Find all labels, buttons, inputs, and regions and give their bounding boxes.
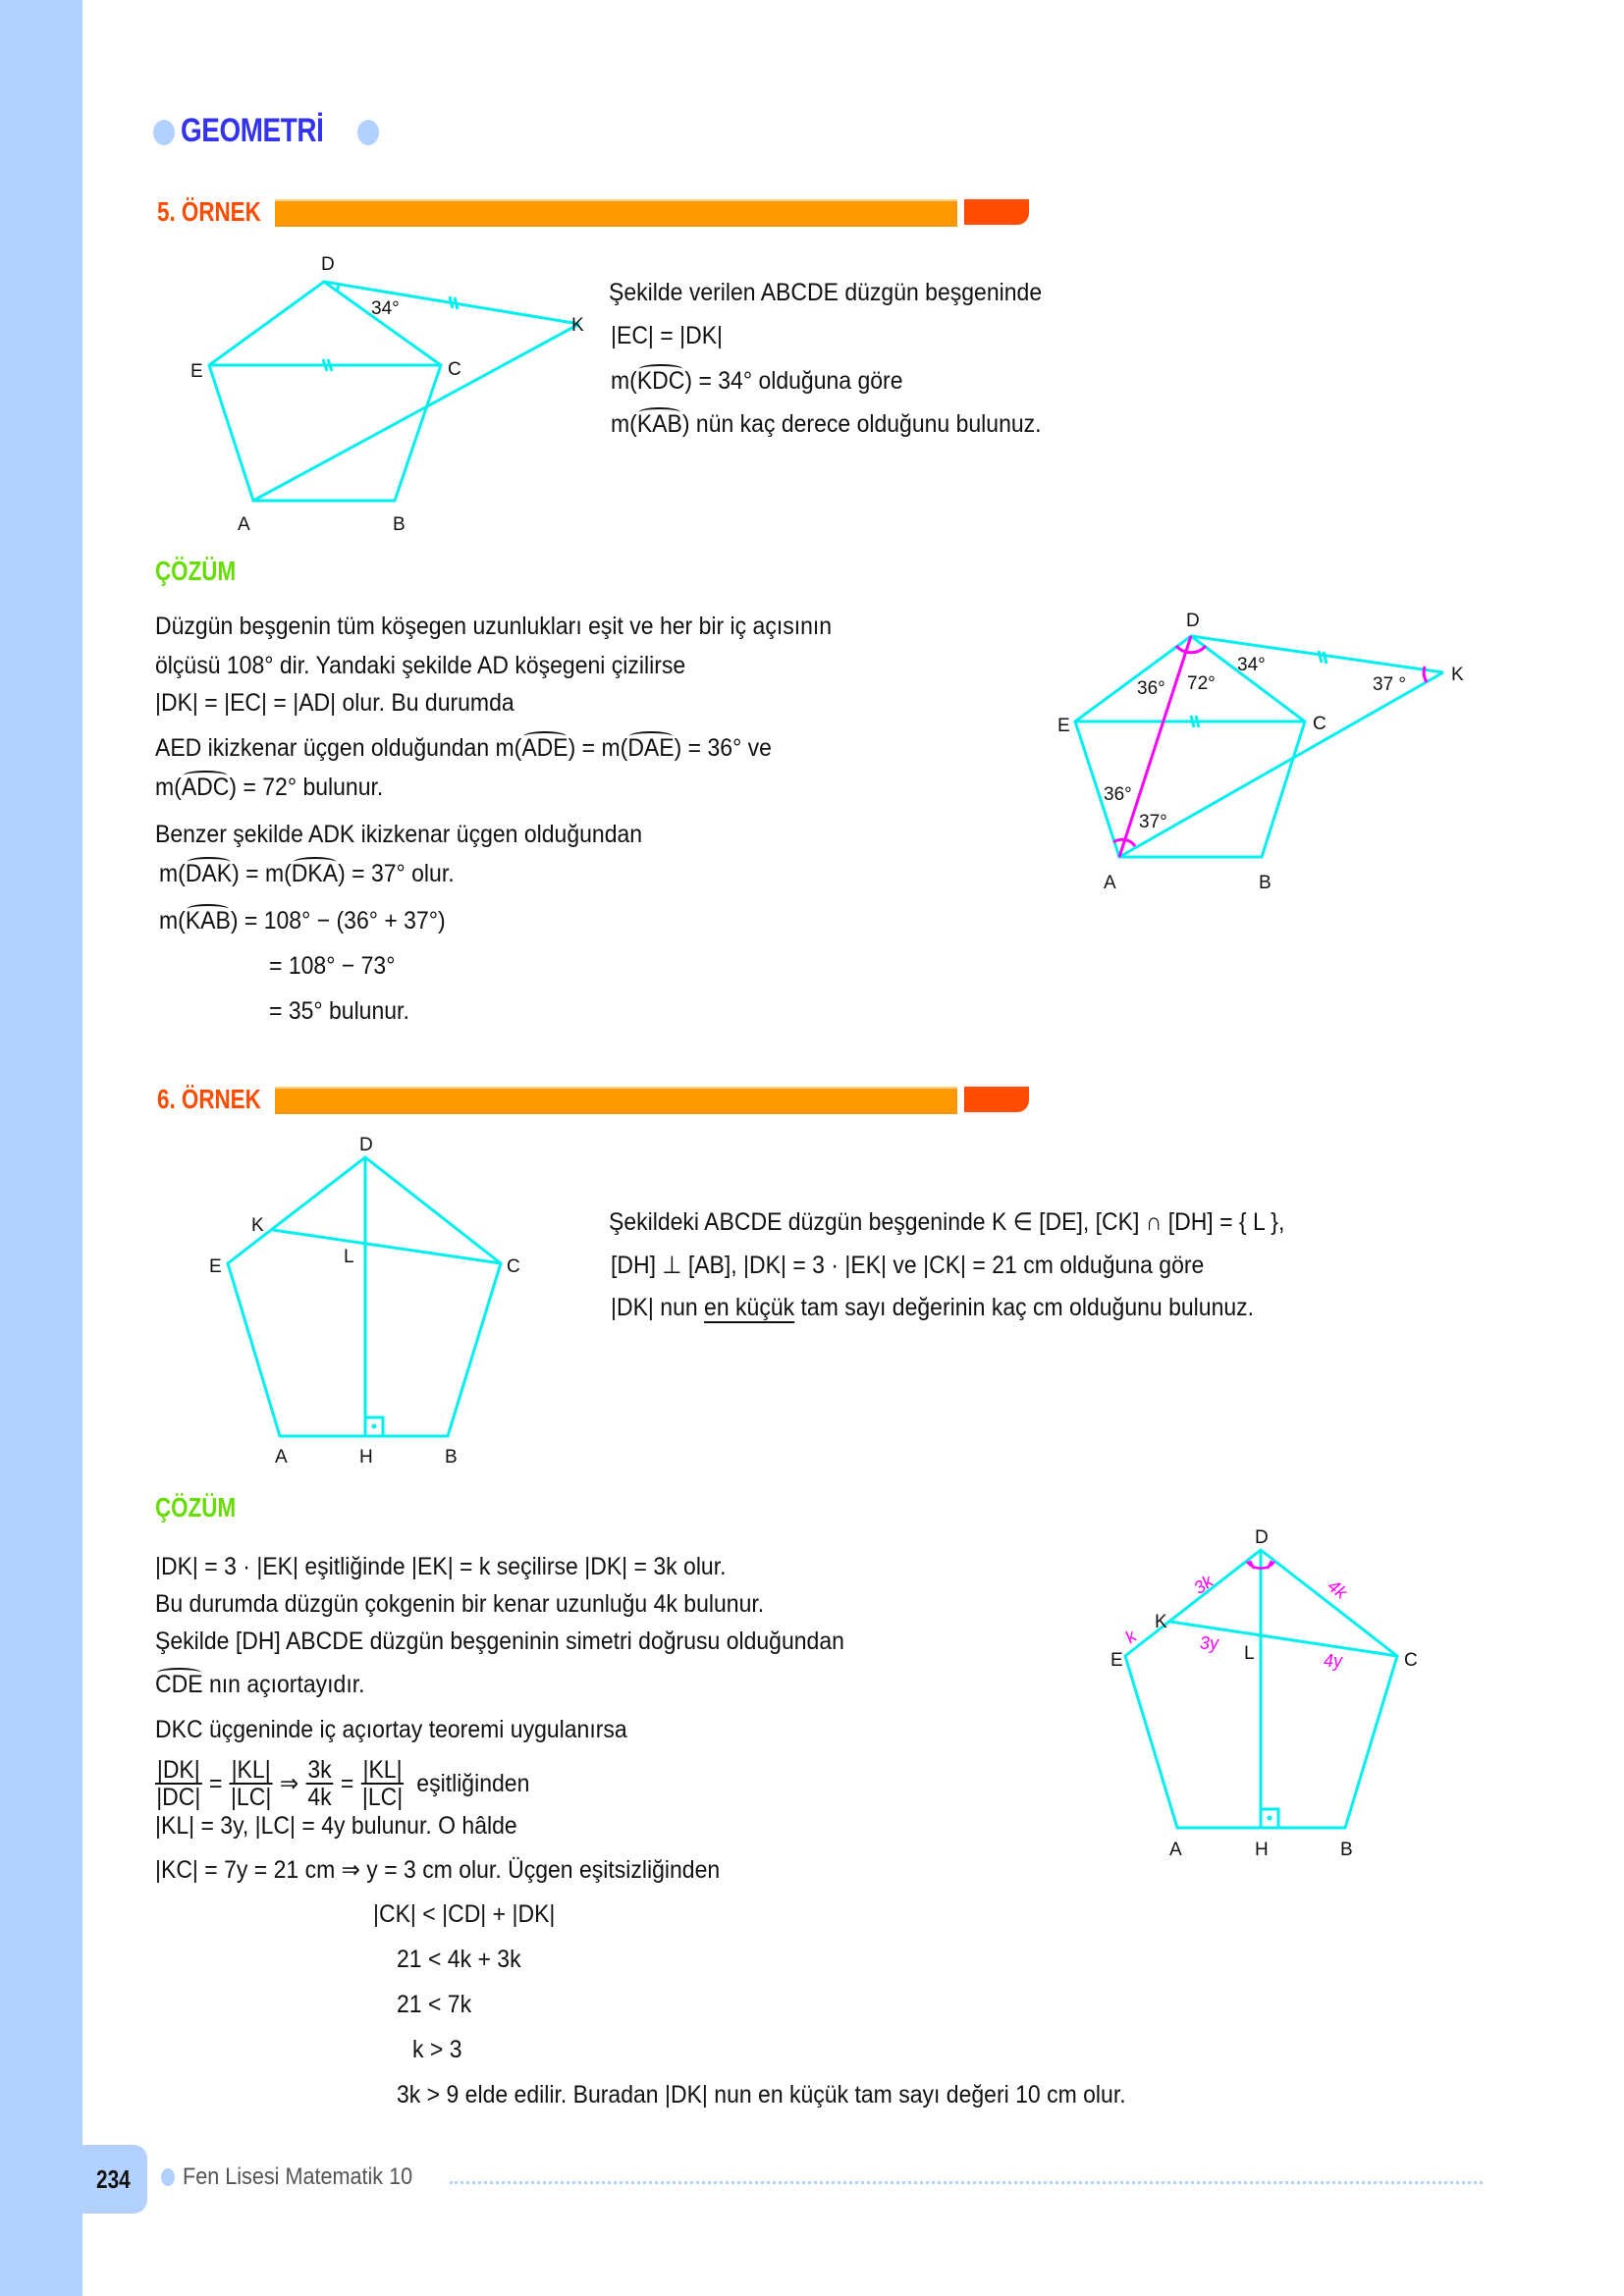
solution-6-line-9: |CK| < |CD| + |DK| (373, 1900, 556, 1928)
svg-text:D: D (1186, 611, 1200, 631)
svg-text:E: E (209, 1256, 222, 1277)
solution-6-line-1: |DK| = 3 · |EK| eşitliğinde |EK| = k seçilirse |DK| = 3k olur. (155, 1553, 727, 1580)
solution-5-line-6: Benzer şekilde ADK ikizkenar üçgen olduğundan (155, 821, 643, 848)
page-section-title: GEOMETRİ (181, 112, 324, 149)
example-5-title: 5. ÖRNEK (157, 196, 261, 227)
solution-6-line-10: 21 < 4k + 3k (397, 1946, 521, 1973)
svg-text:D: D (359, 1135, 373, 1155)
solution-5-line-10: = 35° bulunur. (269, 997, 409, 1025)
svg-text:72°: 72° (1187, 673, 1216, 694)
svg-text:L: L (1244, 1643, 1255, 1664)
svg-text:3y: 3y (1200, 1633, 1219, 1653)
svg-text:36°: 36° (1104, 784, 1132, 805)
svg-text:A: A (275, 1447, 288, 1468)
example-6-solution-title: ÇÖZÜM (155, 1492, 237, 1522)
fig1-label-e: E (190, 361, 203, 382)
example-5-problem-line-3: m(KDC) = 34° olduğuna göre (611, 367, 903, 395)
svg-text:B: B (1259, 873, 1272, 893)
example-5-problem-line-2: |EC| = |DK| (611, 322, 724, 349)
svg-text:4y: 4y (1324, 1651, 1343, 1671)
example-6-problem-line-1: Şekildeki ABCDE düzgün beşgeninde K ∈ [DE], [CK] ∩ [DH] = { L }, (609, 1208, 1285, 1236)
example-6-problem-line-2: [DH] ⊥ [AB], |DK| = 3 · |EK| ve |CK| = 21 cm olduğuna göre (611, 1252, 1205, 1279)
svg-text:C: C (1404, 1650, 1418, 1671)
solution-5-line-4: AED ikizkenar üçgen olduğundan m(ADE) = m(DAE) = 36° ve (155, 734, 772, 762)
svg-text:4k: 4k (1324, 1575, 1351, 1603)
example-6-title: 6. ÖRNEK (157, 1084, 261, 1114)
solution-5-line-5: m(ADC) = 72° bulunur. (155, 774, 384, 801)
svg-text:B: B (445, 1447, 458, 1468)
book-title: Fen Lisesi Matematik 10 (183, 2163, 413, 2190)
solution-5-line-1: Düzgün beşgenin tüm köşegen uzunlukları eşit ve her bir iç açısının (155, 613, 833, 640)
solution-6-line-8: |KC| = 7y = 21 cm ⇒ y = 3 cm olur. Üçgen eşitsizliğinden (155, 1856, 721, 1884)
fig1-label-k: K (571, 315, 584, 336)
svg-text:H: H (1255, 1840, 1269, 1860)
solution-5-line-7: m(DAK) = m(DKA) = 37° olur. (159, 860, 455, 887)
example-5-solution-title: ÇÖZÜM (155, 556, 237, 586)
svg-text:E: E (1057, 716, 1070, 736)
example-5-problem-line-1: Şekilde verilen ABCDE düzgün beşgeninde (609, 279, 1043, 306)
svg-text:E: E (1110, 1650, 1123, 1671)
footer-dot-icon (161, 2168, 175, 2186)
svg-text:D: D (1255, 1527, 1269, 1548)
solution-6-line-4: CDE nın açıortayıdır. (155, 1671, 365, 1698)
solution-5-line-3: |DK| = |EC| = |AD| olur. Bu durumda (155, 689, 514, 717)
svg-text:C: C (507, 1256, 520, 1277)
solution-6-line-12: k > 3 (412, 2036, 462, 2063)
example-6-problem-line-3: |DK| nun en küçük tam sayı değerinin kaç cm olduğunu bulunuz. (611, 1294, 1255, 1321)
solution-6-line-13: 3k > 9 elde edilir. Buradan |DK| nun en küçük tam sayı değeri 10 cm olur. (397, 2081, 1126, 2109)
svg-text:B: B (1340, 1840, 1353, 1860)
fig1-label-d: D (321, 254, 335, 275)
solution-6-line-2: Bu durumda düzgün çokgenin bir kenar uzunluğu 4k bulunur. (155, 1590, 765, 1618)
svg-text:L: L (344, 1247, 354, 1267)
solution-5-line-8: m(KAB) = 108° − (36° + 37°) (159, 907, 446, 934)
solution-6-fraction-equation: $\frac{|DK|}{|DC|}$ = $\frac{|KL|}{|LC|}$ ⇒ $\frac{3k}{4k}$ = $\frac{|KL|}{|LC|}$ eşitliğinden (156, 1756, 530, 1812)
svg-text:K: K (1451, 665, 1464, 685)
example-5-problem-line-4: m(KAB) nün kaç derece olduğunu bulunuz. (611, 410, 1042, 438)
solution-6-line-5: DKC üçgeninde iç açıortay teoremi uygulanırsa (155, 1716, 627, 1743)
svg-text:K: K (1155, 1612, 1167, 1632)
fig1-angle-kdc: 34° (371, 298, 400, 319)
fig1-label-a: A (238, 514, 250, 535)
footer-dotted-rule (450, 2181, 1483, 2184)
svg-text:H: H (359, 1447, 373, 1468)
svg-text:K: K (251, 1215, 264, 1236)
fig1-label-b: B (393, 514, 406, 535)
fig1-label-c: C (448, 359, 461, 380)
svg-text:A: A (1104, 873, 1116, 893)
solution-5-line-2: ölçüsü 108° dir. Yandaki şekilde AD köşegeni çizilirse (155, 652, 686, 679)
solution-6-line-11: 21 < 7k (397, 1991, 472, 2018)
svg-text:37 °: 37 ° (1373, 674, 1407, 695)
svg-text:37°: 37° (1139, 812, 1167, 832)
svg-text:A: A (1169, 1840, 1182, 1860)
svg-text:36°: 36° (1137, 678, 1165, 699)
solution-6-line-7: |KL| = 3y, |LC| = 4y bulunur. O hâlde (155, 1812, 517, 1840)
solution-5-line-9: = 108° − 73° (269, 952, 396, 980)
svg-text:C: C (1313, 714, 1326, 734)
svg-text:k: k (1121, 1626, 1141, 1647)
svg-text:3k: 3k (1190, 1571, 1218, 1598)
example-6-title-bar-tip (964, 1087, 1029, 1112)
page-number: 234 (96, 2164, 131, 2194)
example-6-title-bar (275, 1087, 957, 1114)
svg-text:34°: 34° (1237, 655, 1266, 675)
solution-6-line-3: Şekilde [DH] ABCDE düzgün beşgeninin simetri doğrusu olduğundan (155, 1628, 844, 1655)
